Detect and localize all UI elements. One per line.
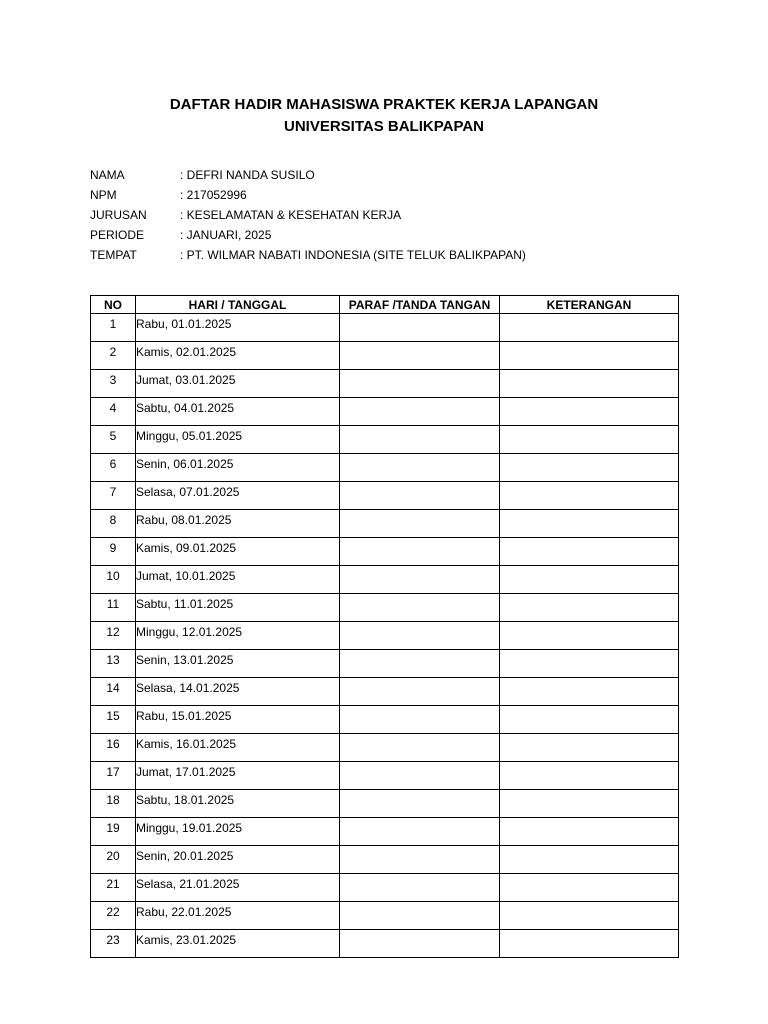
row-remarks-cell[interactable] [500, 482, 679, 510]
row-number: 21 [91, 874, 136, 902]
table-row [91, 398, 679, 426]
row-number: 23 [91, 930, 136, 958]
row-remarks-cell[interactable] [500, 706, 679, 734]
table-row [91, 510, 679, 538]
table-header-row [91, 296, 679, 314]
row-remarks-cell[interactable] [500, 930, 679, 958]
row-remarks-cell[interactable] [500, 790, 679, 818]
info-value: : 217052996 [180, 188, 247, 202]
row-number: 9 [91, 538, 136, 566]
row-signature-cell[interactable] [340, 566, 500, 594]
table-row [91, 874, 679, 902]
row-remarks-cell[interactable] [500, 678, 679, 706]
row-signature-cell[interactable] [340, 622, 500, 650]
header-keterangan: KETERANGAN [500, 296, 679, 314]
row-remarks-cell[interactable] [500, 426, 679, 454]
row-day-date: Rabu, 08.01.2025 [136, 510, 340, 538]
row-day-date: Sabtu, 04.01.2025 [136, 398, 340, 426]
row-number: 16 [91, 734, 136, 762]
row-signature-cell[interactable] [340, 930, 500, 958]
row-day-date: Jumat, 03.01.2025 [136, 370, 340, 398]
row-remarks-cell[interactable] [500, 454, 679, 482]
row-signature-cell[interactable] [340, 314, 500, 342]
table-row [91, 370, 679, 398]
row-number: 15 [91, 706, 136, 734]
row-number: 10 [91, 566, 136, 594]
row-remarks-cell[interactable] [500, 594, 679, 622]
row-number: 1 [91, 314, 136, 342]
row-remarks-cell[interactable] [500, 734, 679, 762]
table-row [91, 622, 679, 650]
info-label: JURUSAN [90, 208, 147, 222]
row-remarks-cell[interactable] [500, 902, 679, 930]
student-info [90, 165, 526, 265]
header-paraf: PARAF /TANDA TANGAN [340, 296, 500, 314]
info-value: : PT. WILMAR NABATI INDONESIA (SITE TELUK BALIKPAPAN) [180, 248, 526, 262]
table-row [91, 902, 679, 930]
row-number: 19 [91, 818, 136, 846]
row-day-date: Senin, 06.01.2025 [136, 454, 340, 482]
row-remarks-cell[interactable] [500, 566, 679, 594]
row-day-date: Rabu, 01.01.2025 [136, 314, 340, 342]
row-remarks-cell[interactable] [500, 538, 679, 566]
table-row [91, 454, 679, 482]
row-number: 2 [91, 342, 136, 370]
table-row [91, 930, 679, 958]
table-row [91, 594, 679, 622]
row-signature-cell[interactable] [340, 510, 500, 538]
row-signature-cell[interactable] [340, 398, 500, 426]
row-number: 4 [91, 398, 136, 426]
row-number: 7 [91, 482, 136, 510]
row-signature-cell[interactable] [340, 818, 500, 846]
row-day-date: Jumat, 10.01.2025 [136, 566, 340, 594]
row-day-date: Selasa, 07.01.2025 [136, 482, 340, 510]
row-signature-cell[interactable] [340, 482, 500, 510]
row-remarks-cell[interactable] [500, 622, 679, 650]
row-day-date: Minggu, 05.01.2025 [136, 426, 340, 454]
row-day-date: Rabu, 15.01.2025 [136, 706, 340, 734]
row-remarks-cell[interactable] [500, 818, 679, 846]
info-row-nama [90, 165, 526, 185]
info-row-jurusan [90, 205, 526, 225]
table-row [91, 846, 679, 874]
document-title: DAFTAR HADIR MAHASISWA PRAKTEK KERJA LAPANGAN [169, 96, 599, 113]
row-remarks-cell[interactable] [500, 398, 679, 426]
info-value: : DEFRI NANDA SUSILO [180, 168, 315, 182]
attendance-rows [91, 314, 679, 958]
row-day-date: Jumat, 17.01.2025 [136, 762, 340, 790]
table-row [91, 342, 679, 370]
row-signature-cell[interactable] [340, 846, 500, 874]
row-day-date: Kamis, 23.01.2025 [136, 930, 340, 958]
row-day-date: Selasa, 21.01.2025 [136, 874, 340, 902]
row-number: 13 [91, 650, 136, 678]
row-signature-cell[interactable] [340, 426, 500, 454]
row-remarks-cell[interactable] [500, 314, 679, 342]
info-label: PERIODE [90, 228, 145, 242]
row-number: 17 [91, 762, 136, 790]
row-number: 8 [91, 510, 136, 538]
row-remarks-cell[interactable] [500, 874, 679, 902]
row-remarks-cell[interactable] [500, 762, 679, 790]
row-number: 18 [91, 790, 136, 818]
document-subtitle: UNIVERSITAS BALIKPAPAN [283, 118, 484, 135]
table-row [91, 314, 679, 342]
row-number: 11 [91, 594, 136, 622]
row-remarks-cell[interactable] [500, 370, 679, 398]
header-no: NO [91, 296, 136, 314]
row-remarks-cell[interactable] [500, 342, 679, 370]
row-remarks-cell[interactable] [500, 650, 679, 678]
row-signature-cell[interactable] [340, 734, 500, 762]
row-day-date: Sabtu, 18.01.2025 [136, 790, 340, 818]
info-label: NAMA [90, 168, 125, 182]
table-row [91, 650, 679, 678]
row-day-date: Selasa, 14.01.2025 [136, 678, 340, 706]
row-day-date: Senin, 13.01.2025 [136, 650, 340, 678]
table-row [91, 734, 679, 762]
attendance-table [90, 295, 679, 958]
table-row [91, 762, 679, 790]
info-row-tempat [90, 245, 526, 265]
table-row [91, 482, 679, 510]
row-day-date: Rabu, 22.01.2025 [136, 902, 340, 930]
row-signature-cell[interactable] [340, 678, 500, 706]
row-day-date: Kamis, 02.01.2025 [136, 342, 340, 370]
info-row-npm [90, 185, 526, 205]
table-row [91, 678, 679, 706]
row-signature-cell[interactable] [340, 342, 500, 370]
row-signature-cell[interactable] [340, 370, 500, 398]
info-row-periode [90, 225, 526, 245]
row-day-date: Senin, 20.01.2025 [136, 846, 340, 874]
info-value: : JANUARI, 2025 [180, 228, 272, 242]
info-label: NPM [90, 188, 117, 202]
row-signature-cell[interactable] [340, 650, 500, 678]
row-signature-cell[interactable] [340, 902, 500, 930]
row-day-date: Kamis, 16.01.2025 [136, 734, 340, 762]
row-signature-cell[interactable] [340, 454, 500, 482]
row-signature-cell[interactable] [340, 874, 500, 902]
row-number: 3 [91, 370, 136, 398]
row-remarks-cell[interactable] [500, 510, 679, 538]
row-signature-cell[interactable] [340, 538, 500, 566]
row-day-date: Minggu, 12.01.2025 [136, 622, 340, 650]
table-row [91, 426, 679, 454]
row-day-date: Sabtu, 11.01.2025 [136, 594, 340, 622]
row-signature-cell[interactable] [340, 790, 500, 818]
header-hari-tanggal: HARI / TANGGAL [136, 296, 340, 314]
table-row [91, 566, 679, 594]
row-number: 14 [91, 678, 136, 706]
row-signature-cell[interactable] [340, 706, 500, 734]
table-row [91, 790, 679, 818]
row-signature-cell[interactable] [340, 594, 500, 622]
row-number: 12 [91, 622, 136, 650]
table-row [91, 538, 679, 566]
row-day-date: Kamis, 09.01.2025 [136, 538, 340, 566]
info-label: TEMPAT [90, 248, 137, 262]
table-row [91, 706, 679, 734]
row-signature-cell[interactable] [340, 762, 500, 790]
info-value: : KESELAMATAN & KESEHATAN KERJA [180, 208, 402, 222]
row-number: 20 [91, 846, 136, 874]
row-number: 22 [91, 902, 136, 930]
row-day-date: Minggu, 19.01.2025 [136, 818, 340, 846]
row-number: 5 [91, 426, 136, 454]
table-row [91, 818, 679, 846]
row-remarks-cell[interactable] [500, 846, 679, 874]
row-number: 6 [91, 454, 136, 482]
